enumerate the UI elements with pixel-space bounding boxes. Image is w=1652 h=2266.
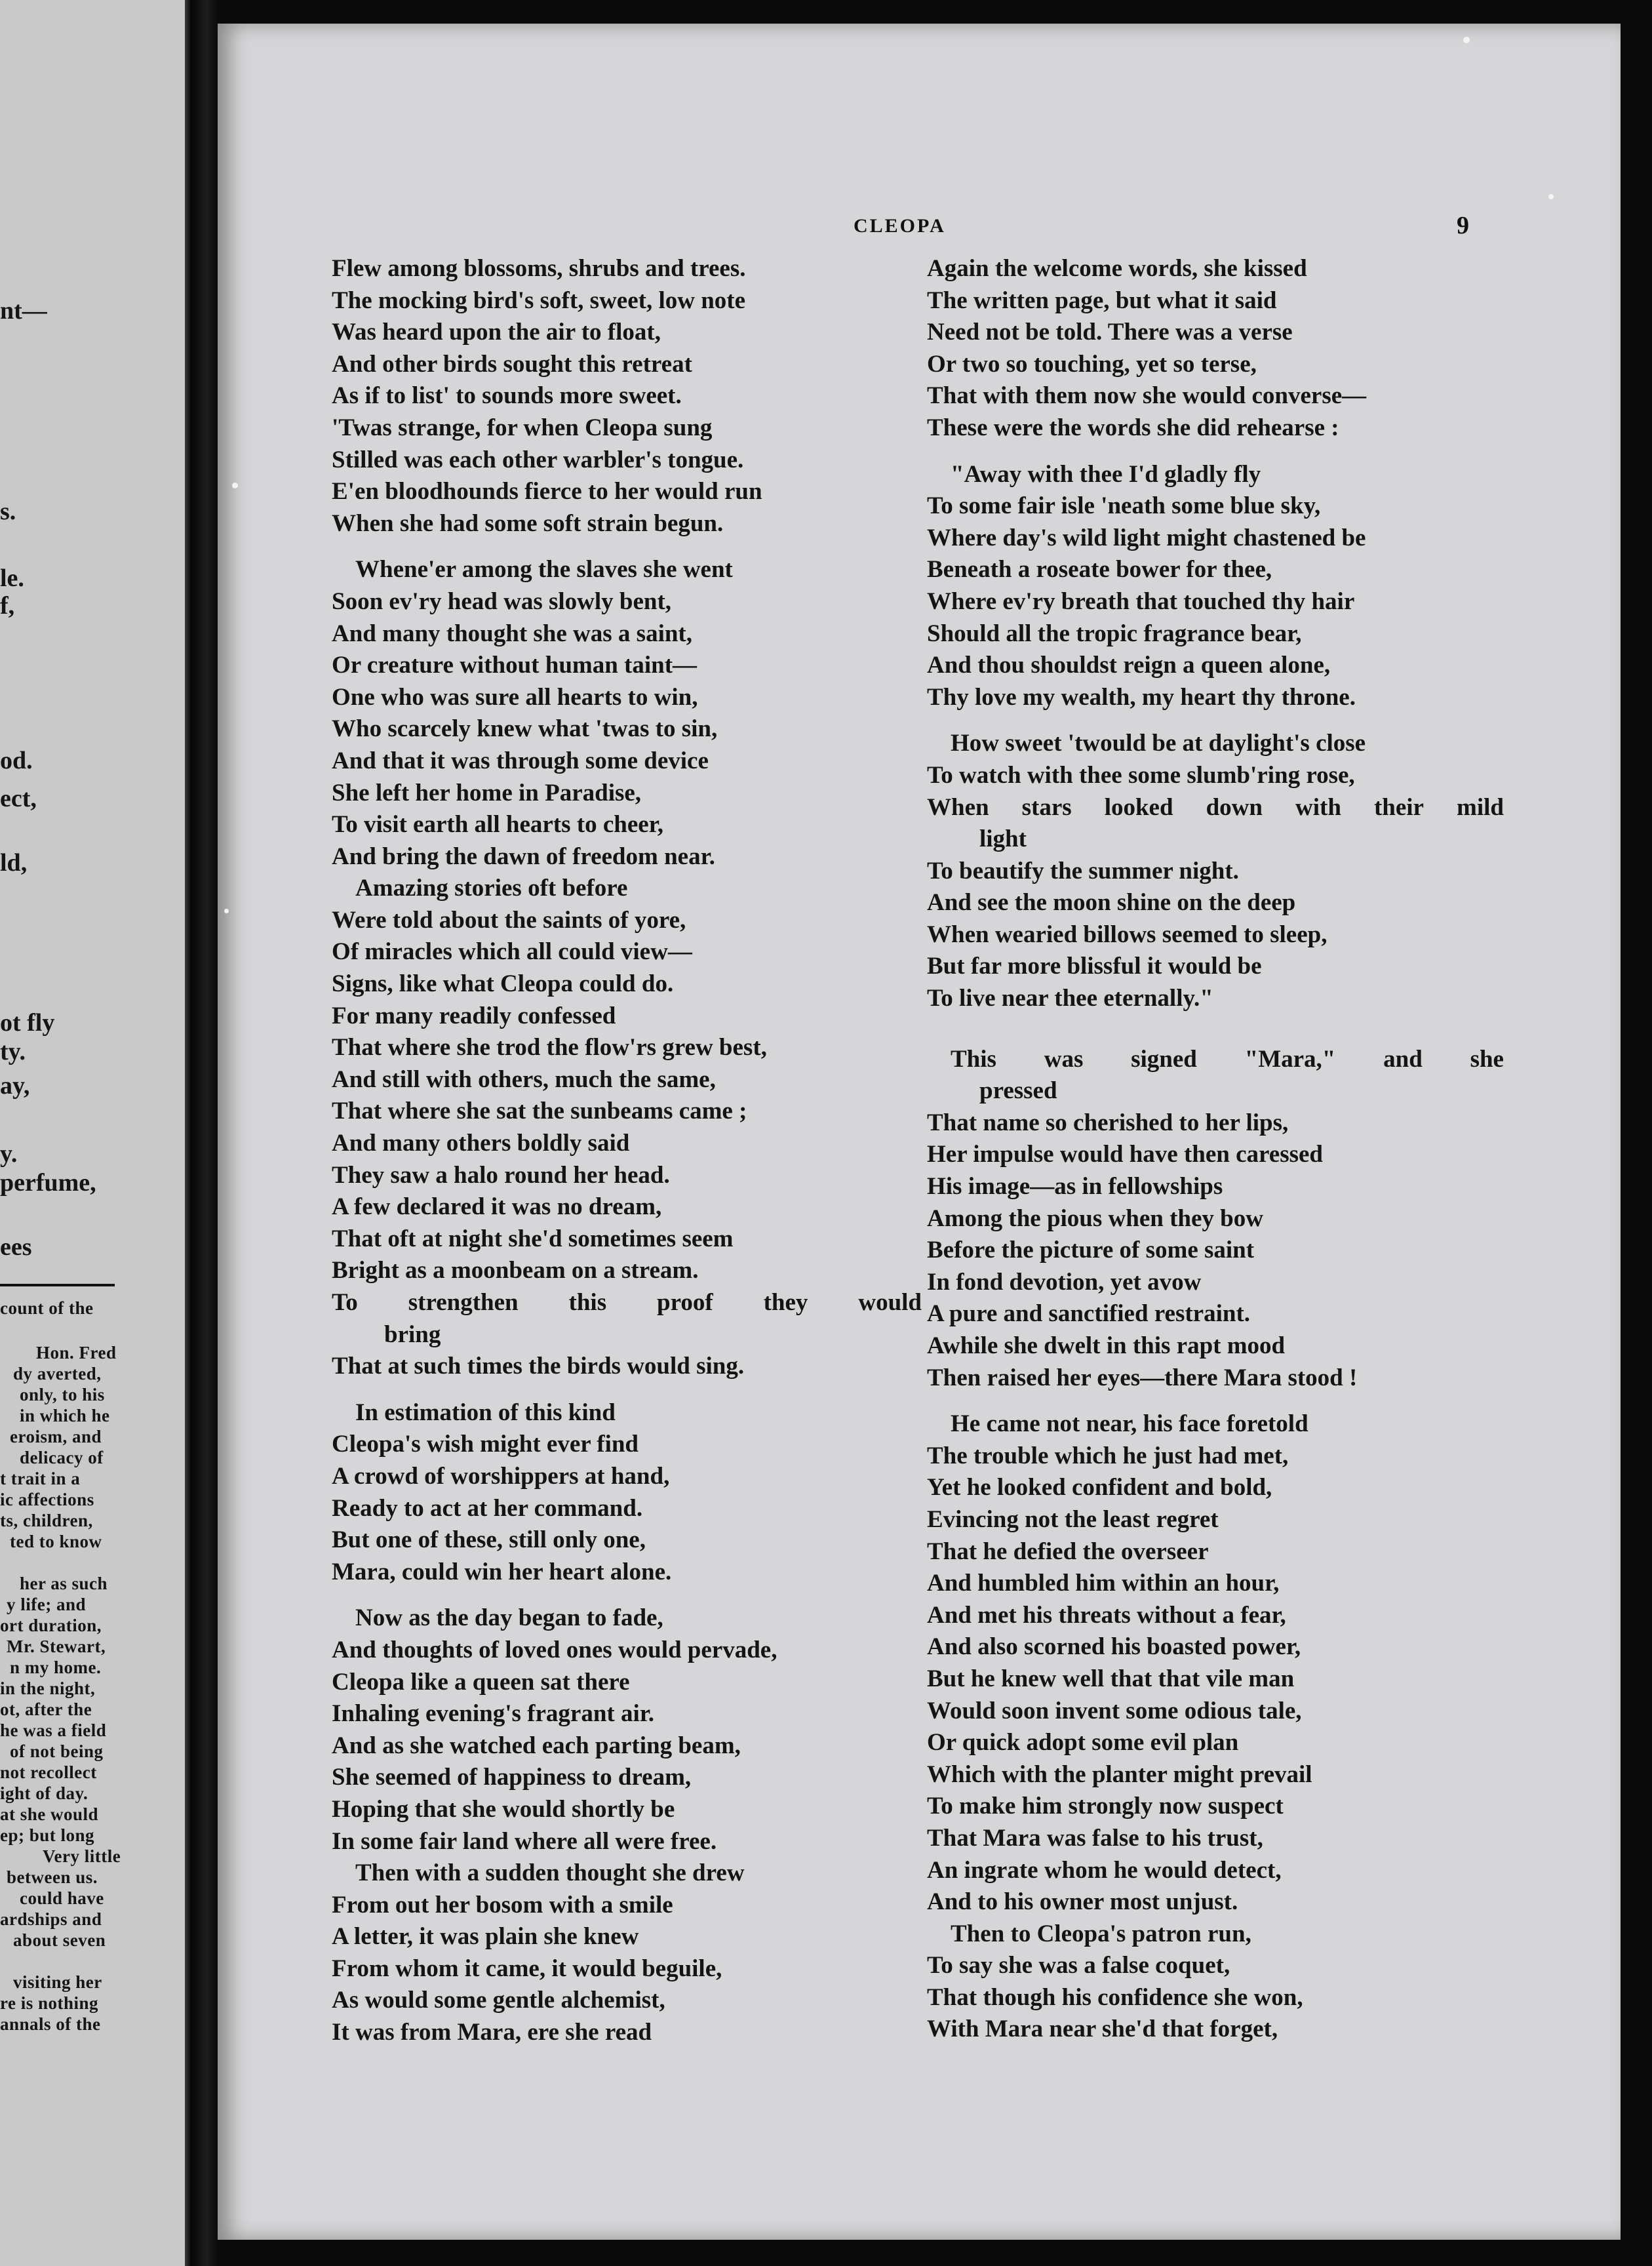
poem-line: The written page, but what it said <box>927 287 1277 314</box>
poem-line: A pure and sanctified restraint. <box>927 1300 1251 1328</box>
poem-line: From out her bosom with a smile <box>332 1891 673 1918</box>
poem-line: To visit earth all hearts to cheer, <box>332 811 663 839</box>
poem-line: Was heard upon the air to float, <box>332 319 661 346</box>
facing-page-text-fragment: ort duration, <box>0 1616 102 1635</box>
stanza-break <box>332 1383 922 1397</box>
poem-word: strengthen <box>408 1289 519 1316</box>
poem-word: To <box>332 1289 358 1316</box>
poem-line: And thou shouldst reign a queen alone, <box>927 652 1331 679</box>
poem-line: Beneath a roseate bower for thee, <box>927 556 1272 584</box>
poem-line: And other birds sought this retreat <box>332 350 692 378</box>
poem-line: That where she sat the sunbeams came ; <box>332 1098 747 1125</box>
poem-line: She left her home in Paradise, <box>332 779 642 806</box>
stanza-break <box>927 1029 1504 1044</box>
facing-page-text-fragment: Hon. Fred <box>36 1343 117 1362</box>
poem-line: They saw a halo round her head. <box>332 1161 670 1189</box>
poem-line: Should all the tropic fragrance bear, <box>927 620 1302 647</box>
facing-page-text-fragment: t trait in a <box>0 1469 81 1488</box>
poem-line: That oft at night she'd sometimes seem <box>332 1225 734 1252</box>
poem-line: Her impulse would have then caressed <box>927 1141 1324 1168</box>
poem-line: light <box>979 825 1027 853</box>
facing-page-text-fragment: s. <box>0 498 16 525</box>
poem-line: Need not be told. There was a verse <box>927 319 1293 346</box>
poem-column-right <box>927 253 1504 2046</box>
facing-page-text-fragment: perfume, <box>0 1169 96 1197</box>
stanza-break <box>332 1588 922 1602</box>
poem-line: To some fair isle 'neath some blue sky, <box>927 492 1321 520</box>
poem-line: Flew among blossoms, shrubs and trees. <box>332 255 746 282</box>
facing-page-text-fragment: annals of the <box>0 2014 101 2034</box>
facing-page-text-fragment: ty. <box>0 1038 26 1065</box>
facing-page-text-fragment: ees <box>0 1233 32 1261</box>
facing-page-text-fragment: of not being <box>10 1741 104 1761</box>
poem-line: And also scorned his boasted power, <box>927 1633 1301 1661</box>
poem-line: Cleopa's wish might ever find <box>332 1431 639 1458</box>
stanza-break <box>927 1394 1504 1408</box>
poem-word: and <box>1383 1045 1423 1073</box>
facing-page-text-fragment: re is nothing <box>0 1993 99 2013</box>
facing-page-text-fragment: y. <box>0 1140 18 1168</box>
poem-line: Amazing stories oft before <box>355 875 628 902</box>
poem-line: And humbled him within an hour, <box>927 1570 1280 1597</box>
page-number: 9 <box>1457 212 1469 239</box>
poem-column-left <box>332 253 922 2049</box>
facing-page-text-fragment: od. <box>0 747 33 774</box>
poem-line: That name so cherished to her lips, <box>927 1109 1289 1136</box>
poem-line: Or creature without human taint— <box>332 652 698 679</box>
poem-word: their <box>1373 793 1424 821</box>
poem-word: with <box>1295 793 1341 821</box>
poem-line: That though his confidence she won, <box>927 1983 1303 2011</box>
poem-word: would <box>858 1289 922 1316</box>
poem-line: And to his owner most unjust. <box>927 1888 1238 1916</box>
stanza-break <box>927 1015 1504 1029</box>
facing-page-text-fragment: ot fly <box>0 1009 55 1037</box>
poem-word: When <box>927 793 989 821</box>
paper-speck <box>232 483 238 488</box>
poem-line: That he defied the overseer <box>927 1538 1209 1565</box>
poem-line: Which with the planter might prevail <box>927 1760 1312 1788</box>
poem-line: Then with a sudden thought she drew <box>355 1859 745 1887</box>
book-page <box>218 24 1621 2240</box>
poem-line: Bright as a moonbeam on a stream. <box>332 1257 699 1284</box>
facing-page-text-fragment: ic affections <box>0 1490 94 1509</box>
poem-line <box>927 792 1504 824</box>
facing-page-text-fragment: in which he <box>20 1406 110 1425</box>
poem-line <box>332 1287 922 1319</box>
poem-line: E'en bloodhounds fierce to her would run <box>332 478 762 506</box>
poem-line: And as she watched each parting beam, <box>332 1732 741 1759</box>
poem-line: When she had some soft strain begun. <box>332 509 724 537</box>
facing-page-text-fragment: her as such <box>20 1574 108 1593</box>
stanza-break <box>927 713 1504 728</box>
poem-line: When wearied billows seemed to sleep, <box>927 921 1328 948</box>
poem-line: Mara, could win her heart alone. <box>332 1558 672 1585</box>
poem-line: Among the pious when they bow <box>927 1204 1263 1232</box>
facing-page-text-fragment: he was a field <box>0 1720 107 1740</box>
poem-word: stars <box>1021 793 1072 821</box>
poem-line: A crowd of worshippers at hand, <box>332 1462 670 1490</box>
facing-page-text-fragment: ot, after the <box>0 1700 92 1719</box>
poem-line: To beautify the summer night. <box>927 857 1239 885</box>
facing-page-text-fragment: y life; and <box>7 1595 87 1614</box>
poem-line: Then raised her eyes—there Mara stood ! <box>927 1364 1358 1391</box>
poem-line: A few declared it was no dream, <box>332 1193 662 1221</box>
poem-line: Who scarcely knew what 'twas to sin, <box>332 715 718 743</box>
poem-line: Inhaling evening's fragrant air. <box>332 1700 655 1728</box>
facing-page-text-fragment: ep; but long <box>0 1825 95 1845</box>
footnote-rule <box>0 1284 115 1286</box>
running-head: CLEOPA <box>854 215 946 237</box>
poem-line: His image—as in fellowships <box>927 1173 1223 1201</box>
facing-page-text-fragment: le. <box>0 565 24 592</box>
poem-line: Thy love my wealth, my heart thy throne. <box>927 683 1356 711</box>
facing-page-text-fragment: delicacy of <box>20 1448 104 1467</box>
poem-line: 'Twas strange, for when Cleopa sung <box>332 414 713 441</box>
poem-word: This <box>951 1045 996 1073</box>
poem-line: For many readily confessed <box>332 1002 616 1029</box>
poem-line: Of miracles which all could view— <box>332 938 692 966</box>
facing-page-text-fragment: n my home. <box>10 1658 102 1677</box>
facing-page-text-fragment: ardships and <box>0 1909 102 1929</box>
poem-word: "Mara," <box>1244 1045 1336 1073</box>
poem-line: Hoping that she would shortly be <box>332 1795 675 1823</box>
poem-line: And many others boldly said <box>332 1130 630 1157</box>
paper-speck <box>224 909 229 913</box>
poem-line: Ready to act at her command. <box>332 1494 643 1522</box>
poem-line: In some fair land where all were free. <box>332 1827 717 1855</box>
poem-line: Or two so touching, yet so terse, <box>927 350 1257 378</box>
facing-page-text-fragment: f, <box>0 592 15 620</box>
poem-line: Then to Cleopa's patron run, <box>951 1920 1251 1947</box>
poem-line: And bring the dawn of freedom near. <box>332 843 715 870</box>
stanza-break <box>332 540 922 554</box>
poem-word: this <box>568 1289 607 1316</box>
poem-line: How sweet 'twould be at daylight's close <box>951 730 1366 757</box>
poem-line: That Mara was false to his trust, <box>927 1824 1263 1852</box>
binding-gap <box>190 0 218 2266</box>
poem-line: She seemed of happiness to dream, <box>332 1764 692 1791</box>
poem-line: Before the picture of some saint <box>927 1237 1255 1264</box>
stanza-break <box>927 445 1504 459</box>
poem-line: Stilled was each other warbler's tongue. <box>332 446 744 473</box>
poem-line: And met his threats without a fear, <box>927 1601 1286 1629</box>
poem-line: Where ev'ry breath that touched thy hair <box>927 587 1355 615</box>
poem-line: But one of these, still only one, <box>332 1526 646 1554</box>
poem-line: The mocking bird's soft, sweet, low note <box>332 287 746 314</box>
facing-page-text-fragment: between us. <box>7 1867 98 1887</box>
poem-line: As would some gentle alchemist, <box>332 1987 665 2014</box>
poem-line: These were the words she did rehearse : <box>927 414 1339 441</box>
poem-line: To make him strongly now suspect <box>927 1793 1284 1820</box>
poem-line: In fond devotion, yet avow <box>927 1268 1202 1296</box>
poem-line <box>927 1044 1504 1076</box>
poem-line: "Away with thee I'd gladly fly <box>951 460 1261 488</box>
facing-page-text-fragment: ight of day. <box>0 1783 88 1803</box>
poem-line: A letter, it was plain she knew <box>332 1923 639 1951</box>
poem-line: Evincing not the least regret <box>927 1505 1219 1533</box>
poem-line: But he knew well that that vile man <box>927 1665 1295 1692</box>
poem-word: signed <box>1131 1045 1197 1073</box>
poem-word: she <box>1470 1045 1504 1073</box>
poem-line: Soon ev'ry head was slowly bent, <box>332 587 672 615</box>
poem-line: And see the moon shine on the deep <box>927 889 1296 917</box>
poem-line: And still with others, much the same, <box>332 1065 716 1093</box>
facing-page-text-fragment: count of the <box>0 1298 94 1318</box>
facing-page-text-fragment: nt— <box>0 297 47 325</box>
paper-speck <box>1548 194 1554 199</box>
poem-line: With Mara near she'd that forget, <box>927 2016 1278 2043</box>
poem-line: pressed <box>979 1077 1057 1105</box>
facing-page-text-fragment: only, to his <box>20 1385 105 1404</box>
facing-page-text-fragment: could have <box>20 1888 104 1908</box>
facing-page-text-fragment: visiting her <box>13 1972 102 1992</box>
paper-speck <box>1463 37 1470 43</box>
poem-line: An ingrate whom he would detect, <box>927 1856 1282 1884</box>
facing-page-text-fragment: Very little <box>43 1846 121 1866</box>
poem-line: In estimation of this kind <box>355 1399 616 1426</box>
facing-page-text-fragment: at she would <box>0 1804 99 1824</box>
facing-page-text-fragment: dy averted, <box>13 1364 102 1383</box>
facing-page-text-fragment: ect, <box>0 785 37 812</box>
poem-word: they <box>763 1289 808 1316</box>
poem-line: Cleopa like a queen sat there <box>332 1668 630 1696</box>
poem-line: And thoughts of loved ones would pervade, <box>332 1636 777 1663</box>
poem-line: Yet he looked confident and bold, <box>927 1474 1272 1501</box>
facing-page-text-fragment: ay, <box>0 1072 30 1100</box>
poem-line: The trouble which he just had met, <box>927 1442 1289 1469</box>
poem-line: That where she trod the flow'rs grew best, <box>332 1034 767 1062</box>
poem-line: Again the welcome words, she kissed <box>927 255 1307 282</box>
poem-word: proof <box>657 1289 713 1316</box>
poem-word: down <box>1206 793 1263 821</box>
poem-line: But far more blissful it would be <box>927 953 1262 980</box>
facing-page-text-fragment: ted to know <box>10 1532 102 1551</box>
poem-word: looked <box>1104 793 1173 821</box>
poem-line: Signs, like what Cleopa could do. <box>332 970 674 998</box>
poem-line: Awhile she dwelt in this rapt mood <box>927 1332 1286 1359</box>
facing-page-text-fragment: about seven <box>13 1930 106 1950</box>
poem-line: To live near thee eternally." <box>927 985 1213 1012</box>
poem-line: Whene'er among the slaves she went <box>355 556 733 584</box>
poem-line: That at such times the birds would sing. <box>332 1353 745 1380</box>
poem-line: Were told about the saints of yore, <box>332 906 686 934</box>
poem-line: As if to list' to sounds more sweet. <box>332 382 682 410</box>
poem-line: Where day's wild light might chastened be <box>927 524 1366 551</box>
poem-word: was <box>1044 1045 1084 1073</box>
poem-line: To say she was a false coquet, <box>927 1952 1230 1979</box>
poem-line: And many thought she was a saint, <box>332 620 692 647</box>
poem-line: Or quick adopt some evil plan <box>927 1729 1239 1757</box>
page-gutter <box>185 0 190 2266</box>
facing-page-text-fragment: ts, children, <box>0 1511 93 1530</box>
poem-line: Would soon invent some odious tale, <box>927 1697 1302 1724</box>
poem-word: mild <box>1457 793 1504 821</box>
poem-line: One who was sure all hearts to win, <box>332 683 698 711</box>
poem-line: From whom it came, it would beguile, <box>332 1955 722 1982</box>
poem-line: That with them now she would converse— <box>927 382 1367 410</box>
facing-page-text-fragment: not recollect <box>0 1762 97 1782</box>
poem-line: It was from Mara, ere she read <box>332 2019 652 2046</box>
poem-line: And that it was through some device <box>332 747 709 774</box>
facing-page-text-fragment: eroism, and <box>10 1427 102 1446</box>
facing-page-fragment <box>0 0 190 2266</box>
poem-line: bring <box>384 1321 441 1348</box>
facing-page-text-fragment: in the night, <box>0 1679 96 1698</box>
poem-line: He came not near, his face foretold <box>951 1410 1308 1438</box>
facing-page-text-fragment: ld, <box>0 849 28 877</box>
poem-line: To watch with thee some slumb'ring rose, <box>927 761 1355 789</box>
poem-line: Now as the day began to fade, <box>355 1604 663 1632</box>
facing-page-text-fragment: Mr. Stewart, <box>7 1637 106 1656</box>
